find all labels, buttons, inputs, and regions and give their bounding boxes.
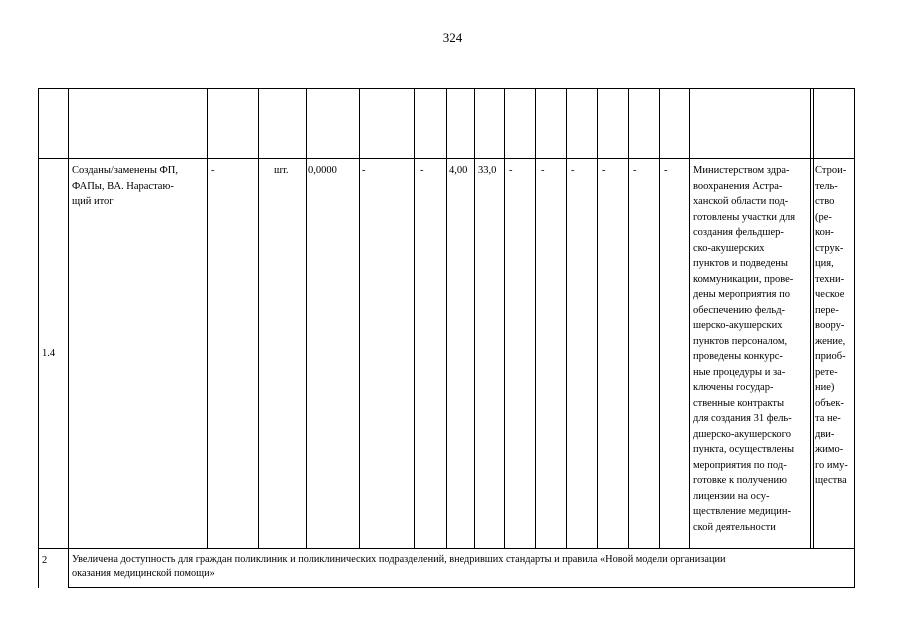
row-2-text-line: оказания медицинской помощи»: [72, 568, 215, 579]
description-line: ской деятельности: [693, 521, 776, 533]
activity-type-line: техни-: [815, 273, 845, 285]
col-sep-15: [689, 88, 690, 548]
description-line: ключены государ-: [693, 382, 774, 393]
description-line: ханской области под-: [693, 196, 789, 207]
description-line: Министерством здра-: [693, 165, 790, 176]
activity-type-line: ство: [815, 196, 835, 207]
description-line: мероприятия по под-: [693, 459, 787, 471]
activity-type-line: го иму-: [815, 459, 848, 471]
description-text: [693, 163, 809, 535]
cell-dash: -: [541, 165, 545, 176]
activity-type-line: щества: [815, 475, 847, 486]
activity-type-line: та не-: [815, 413, 841, 424]
activity-type-line: тель-: [815, 180, 838, 192]
cell-dash: -: [509, 165, 513, 176]
activity-type-line: жение,: [815, 335, 846, 347]
activity-type-line: (ре-: [815, 211, 832, 223]
activity-type-line: приоб-: [815, 351, 846, 362]
activity-type-text: [815, 163, 855, 489]
description-line: ные процедуры и за-: [693, 366, 786, 378]
description-line: пунктов и подведены: [693, 258, 788, 269]
col-sep-9: [504, 88, 505, 548]
description-line: ществление медицин-: [693, 506, 791, 517]
base-value: -: [211, 165, 215, 176]
cell-col9: 4,00: [449, 165, 468, 176]
description-line: обеспечению фельд-: [693, 304, 786, 316]
row-number: 1.4: [42, 348, 56, 359]
description-line: ственные контракты: [693, 397, 785, 409]
description-line: лицензии на осу-: [693, 490, 770, 502]
activity-type-line: рете-: [815, 366, 838, 378]
col-sep-5: [359, 88, 360, 548]
activity-type-line: ция,: [815, 258, 834, 269]
description-line: пункта, осуществлены: [693, 444, 795, 455]
cell-dash: -: [633, 165, 637, 176]
cell-dash: -: [602, 165, 606, 176]
indicator-name-line: щий итог: [72, 196, 114, 207]
activity-type-line: кон-: [815, 227, 834, 238]
indicator-name-line: ФАПы, ВА. Нарастаю-: [72, 180, 174, 192]
cell-col7: -: [362, 165, 366, 176]
col-sep-2: [207, 88, 208, 548]
cell-dash: -: [571, 165, 575, 176]
description-line: дены мероприятия по: [693, 289, 790, 300]
col-sep-13: [628, 88, 629, 548]
col-sep-3: [258, 88, 259, 548]
cell-dash: -: [664, 165, 668, 176]
activity-type-line: ние): [815, 382, 835, 393]
page-number: 324: [442, 30, 463, 45]
description-line: шерско-акушерских: [693, 320, 783, 331]
cell-col10: 33,0: [478, 165, 497, 176]
col-sep-12: [597, 88, 598, 548]
row-2-text: [72, 553, 852, 581]
row-1-4-bottom-border: [38, 548, 855, 549]
description-line: проведены конкурс-: [693, 351, 783, 362]
col-sep-16: [813, 88, 814, 548]
col-sep-8: [474, 88, 475, 548]
col-sep-1: [68, 88, 69, 588]
row-2-number: 2: [42, 555, 48, 566]
description-line: ско-акушерских: [693, 242, 765, 254]
description-line: пунктов персоналом,: [693, 335, 788, 347]
description-line: готовлены участки для: [693, 211, 796, 223]
description-line: коммуникации, прове-: [693, 273, 794, 285]
col-sep-7: [446, 88, 447, 548]
row-2-text-line: Увеличена доступность для граждан поликлиник и поликлинических подразделений, внедривших стандарты и правила «Новой модели организации: [72, 554, 726, 565]
activity-type-line: струк-: [815, 242, 844, 254]
activity-type-line: Строи-: [815, 165, 847, 176]
description-line: для создания 31 фель-: [693, 413, 792, 424]
indicator-name-line: Созданы/заменены ФП,: [72, 165, 178, 176]
cell-col8: -: [420, 165, 424, 176]
activity-type-line: объек-: [815, 397, 845, 409]
col-sep-6: [414, 88, 415, 548]
data-table: [38, 88, 855, 588]
description-line: готовке к получению: [693, 475, 787, 486]
activity-type-line: пере-: [815, 304, 839, 316]
activity-type-line: ческое: [815, 289, 845, 300]
value-cell: 0,0000: [308, 165, 337, 176]
col-sep-16-inner: [810, 88, 811, 548]
col-sep-4: [306, 88, 307, 548]
activity-type-line: дви-: [815, 428, 835, 440]
activity-type-line: жимо-: [815, 444, 844, 455]
table-bottom-border: [68, 587, 855, 588]
description-line: дшерско-акушерского: [693, 428, 791, 440]
col-sep-11: [566, 88, 567, 548]
description-line: воохранения Астра-: [693, 180, 783, 192]
col-sep-10: [535, 88, 536, 548]
activity-type-line: вoору-: [815, 320, 845, 331]
col-sep-14: [659, 88, 660, 548]
unit-cell: шт.: [274, 165, 289, 176]
description-line: создания фельдшер-: [693, 227, 784, 238]
table-left-border: [38, 88, 39, 588]
indicator-name: [72, 163, 206, 210]
